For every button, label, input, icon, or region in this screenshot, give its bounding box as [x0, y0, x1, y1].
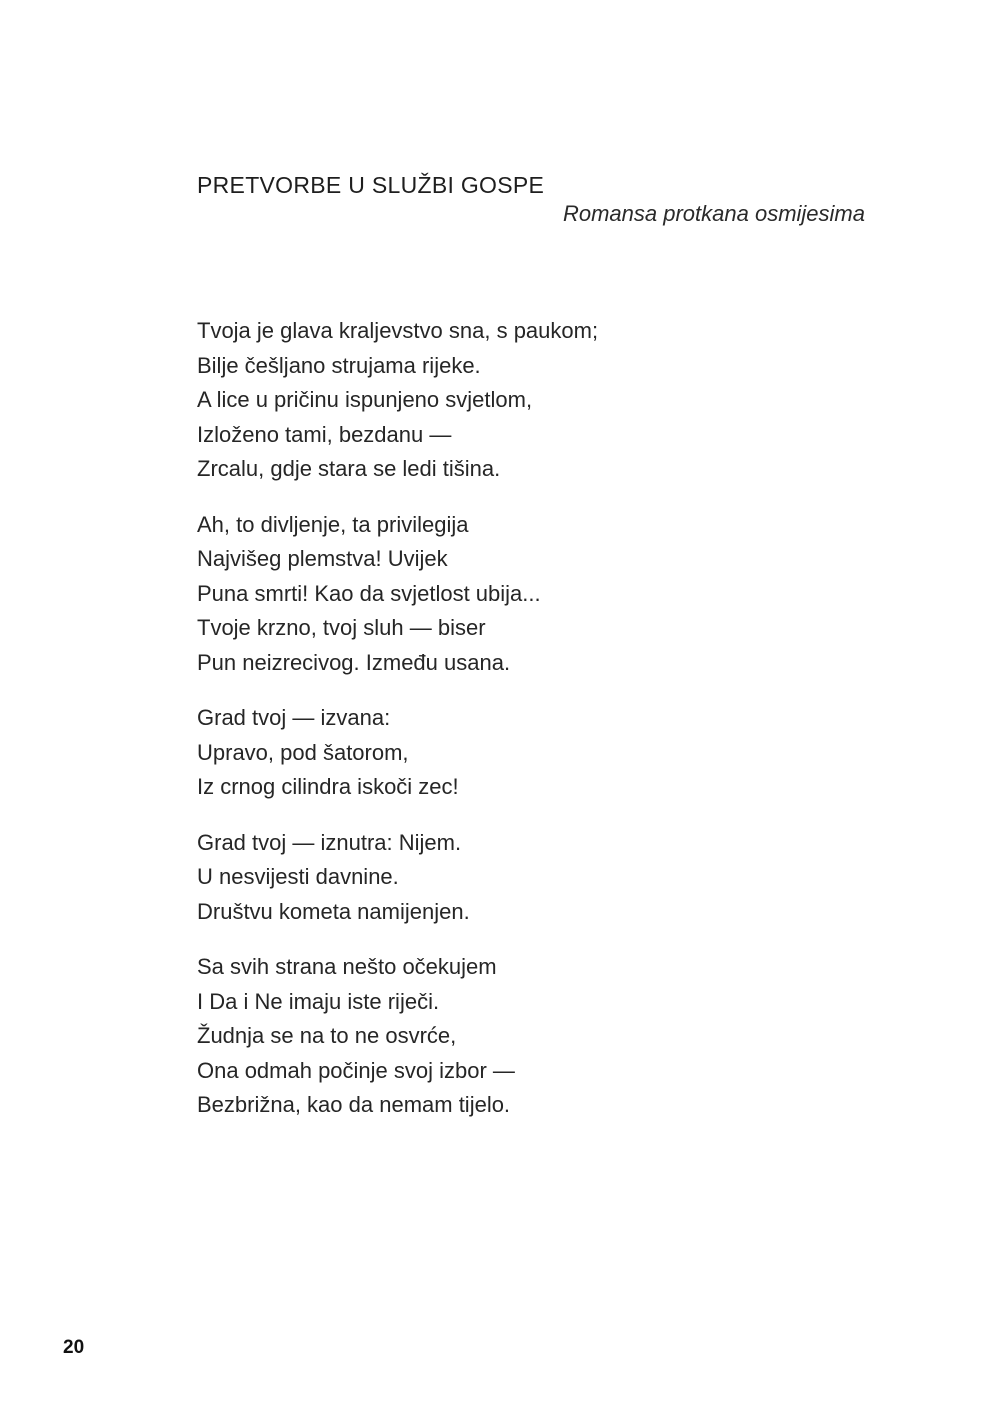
poem-subtitle: Romansa protkana osmijesima [562, 201, 865, 226]
poem-line: Grad tvoj — izvana: [197, 705, 391, 730]
poem-line: Pun neizrecivog. Između usana. [197, 649, 511, 675]
poem-line: Najvišeg plemstva! Uvijek [197, 546, 448, 571]
poem-line: Ona odmah počinje svoj izbor — [197, 1057, 515, 1083]
stanza [197, 826, 837, 930]
poem-line: Bezbrižna, kao da nemam tijelo. [197, 1092, 511, 1117]
poem-line: Puna smrti! Kao da svjetlost ubija... [197, 580, 541, 606]
poem-line: Iz crnog cilindra iskoči zec! [197, 774, 459, 799]
poem-body [197, 314, 837, 1144]
poem-line: Tvoja je glava kraljevstvo sna, s paukom; [197, 318, 599, 343]
stanza [197, 508, 837, 681]
poem-line: Zrcalu, gdje stara se ledi tišina. [197, 456, 501, 481]
poem-line: I Da i Ne imaju iste riječi. [197, 988, 440, 1014]
poem-line: U nesvijesti davnine. [197, 864, 399, 889]
stanza [197, 314, 837, 487]
poem-line: A lice u pričinu ispunjeno svjetlom, [197, 387, 533, 412]
poem-line: Žudnja se na to ne osvrće, [197, 1023, 457, 1048]
poem-line: Izloženo tami, bezdanu — [197, 421, 452, 447]
poem-title: PRETVORBE U SLUŽBI GOSPE [197, 172, 545, 198]
stanza [197, 950, 837, 1123]
poem-line: Grad tvoj — iznutra: Nijem. [197, 829, 462, 855]
poem-line: Ah, to divljenje, ta privilegija [197, 511, 469, 537]
poem-line: Upravo, pod šatorom, [197, 739, 409, 765]
poem-line: Sa svih strana nešto očekujem [197, 954, 497, 979]
poem-line: Društvu kometa namijenjen. [197, 898, 470, 924]
poem-line: Bilje češljano strujama rijeke. [197, 352, 481, 378]
poem-line: Tvoje krzno, tvoj sluh — biser [197, 615, 486, 640]
stanza [197, 701, 837, 805]
page-number: 20 [63, 1337, 85, 1358]
